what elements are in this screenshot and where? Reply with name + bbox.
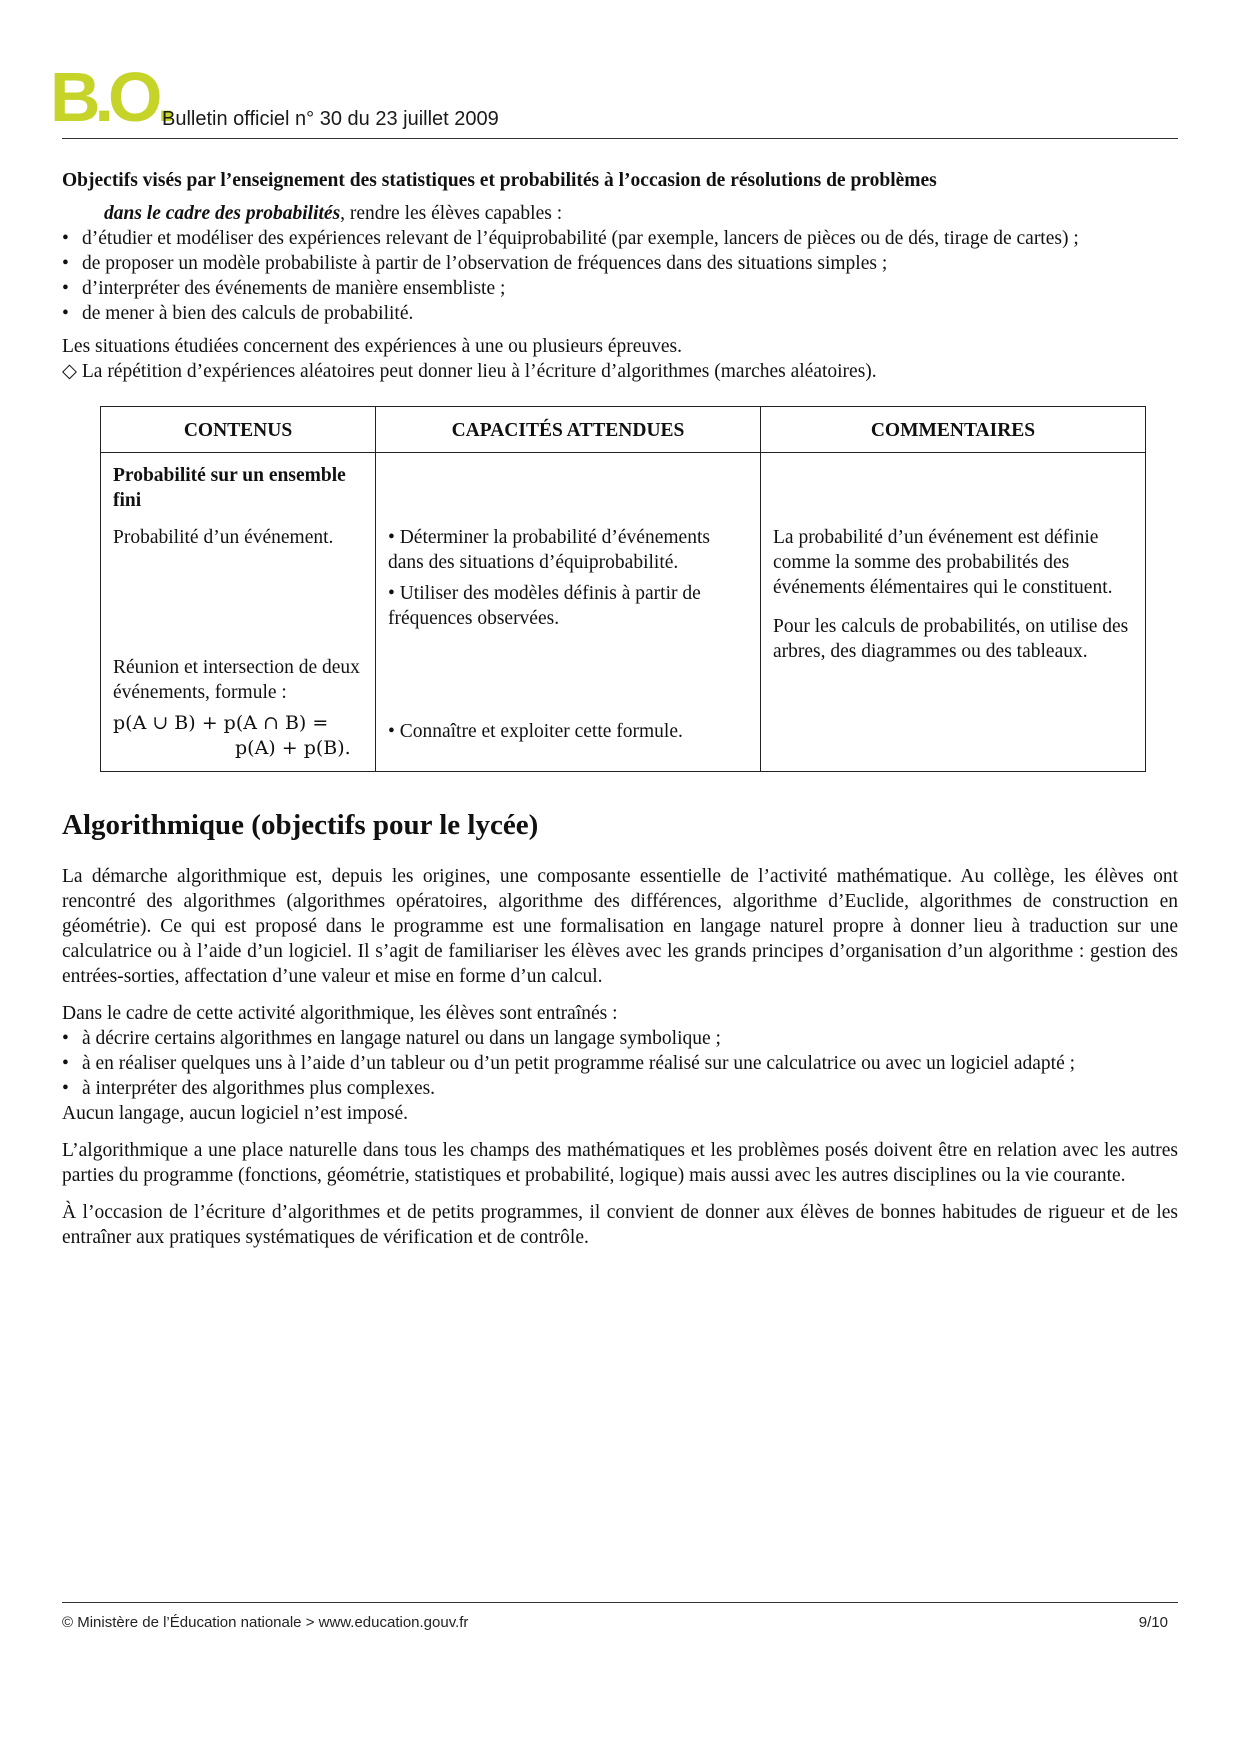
capacite-item: • Utiliser des modèles définis à partir de fréquences observées. [388,583,701,629]
capacite-item: • Déterminer la probabilité d’événements dans des situations d’équiprobabilité. [388,527,710,573]
list-item: • à en réaliser quelques uns à l’aide d’un tableur ou d’un petit programme réalisé sur une calculatrice ou avec un logiciel adapté ; [62,1051,1178,1076]
bulletin-title: Bulletin officiel n° 30 du 23 juillet 2009 [162,108,499,130]
commentaire-item: La probabilité d’un événement est définie comme la somme des probabilités des événements élémentaires qui le constituent. [773,527,1113,598]
page-number: 9/10 [1138,1614,1168,1631]
list-item: • d’étudier et modéliser des expériences relevant de l’équiprobabilité (par exemple, lancers de pièces ou de dés, tirage de cartes) ; [62,226,1178,251]
objectifs-intro-emphasis: dans le cadre des probabilités [104,203,341,224]
list-item: • à interpréter des algorithmes plus complexes. [62,1076,1178,1101]
footer-copyright: © Ministère de l’Éducation nationale > www.education.gouv.fr [62,1614,469,1631]
header-commentaires: COMMENTAIRES [761,407,1146,453]
capacite-item: • Connaître et exploiter cette formule. [388,721,683,742]
algo-paragraph: L’algorithmique a une place naturelle dans tous les champs des mathématiques et les problèmes posés doivent être en relation avec les autres parties du programme (fonctions, géométrie, statistiques et probabilité, logique) mais aussi avec les autres disciplines ou la vie courante. [62,1140,1178,1186]
header-capacites: CAPACITÉS ATTENDUES [376,407,761,453]
algo-paragraph-end: Aucun langage, aucun logiciel n’est imposé. [62,1103,409,1124]
capacites-cell [376,453,761,772]
commentaires-cell [761,453,1146,772]
table-header-row [101,407,1146,453]
header-rule [62,138,1178,139]
footer-rule [62,1602,1178,1603]
contenus-heading: Probabilité sur un ensemble fini [113,465,346,511]
program-table [100,406,1146,772]
objectifs-intro [62,201,1178,226]
list-item: • d’interpréter des événements de manière ensembliste ; [62,276,1178,301]
page-header [50,58,1180,142]
list-item: • à décrire certains algorithmes en langage naturel ou dans un langage symbolique ; [62,1026,1178,1051]
objectifs-intro-rest: , rendre les élèves capables : [340,203,563,224]
contenus-item: Probabilité d’un événement. [113,527,334,548]
algo-paragraph: La démarche algorithmique est, depuis les origines, une composante essentielle de l’activité mathématique. Au collège, les élèves ont rencontré des algorithmes (algorithmes opératoires, algorithme des différences, algorithme d’Euclide, algorithmes de construction en géométrie). Ce qui est proposé dans le programme est une formalisation en langage naturel propre à donner lieu à traduction sur une calculatrice ou à l’aide d’un logiciel. Il s’agit de familiariser les élèves avec les grands principes d’organisation d’un algorithme : gestion des entrées-sorties, affectation d’une valeur et mise en forme d’un calcul. [62,866,1178,987]
section-title: Algorithmique (objectifs pour le lycée) [62,809,539,841]
list-item: • de proposer un modèle probabiliste à partir de l’observation de fréquences dans des situations simples ; [62,251,1178,276]
contenus-cell [101,453,376,772]
objectifs-title: Objectifs visés par l’enseignement des statistiques et probabilités à l’occasion de résolutions de problèmes [62,170,937,191]
page-content [62,168,1178,1250]
algo-paragraph: À l’occasion de l’écriture d’algorithmes et de petits programmes, il convient de donner aux élèves de bonnes habitudes de rigueur et de les entraîner aux pratiques systématiques de vérification et de contrôle. [62,1202,1178,1248]
formula-line: p(A) + p(B). [235,737,351,759]
objectifs-list [62,226,1178,326]
situations-text: Les situations étudiées concernent des expériences à une ou plusieurs épreuves. [62,336,682,357]
algo-list [62,1026,1178,1101]
commentaire-item: Pour les calculs de probabilités, on utilise des arbres, des diagrammes ou des tableaux. [773,616,1129,662]
bo-logo: B.O. [50,58,170,136]
formula-line: p(A ∪ B) + p(A ∩ B) = [113,712,329,734]
header-contenus: CONTENUS [101,407,376,453]
table-row [101,453,1146,772]
list-item: • de mener à bien des calculs de probabilité. [62,301,1178,326]
contenus-item: Réunion et intersection de deux événements, formule : [113,657,360,703]
algo-note: ◇ La répétition d’expériences aléatoires peut donner lieu à l’écriture d’algorithmes (marches aléatoires). [62,361,877,382]
algo-paragraph-intro: Dans le cadre de cette activité algorithmique, les élèves sont entraînés : [62,1003,618,1024]
